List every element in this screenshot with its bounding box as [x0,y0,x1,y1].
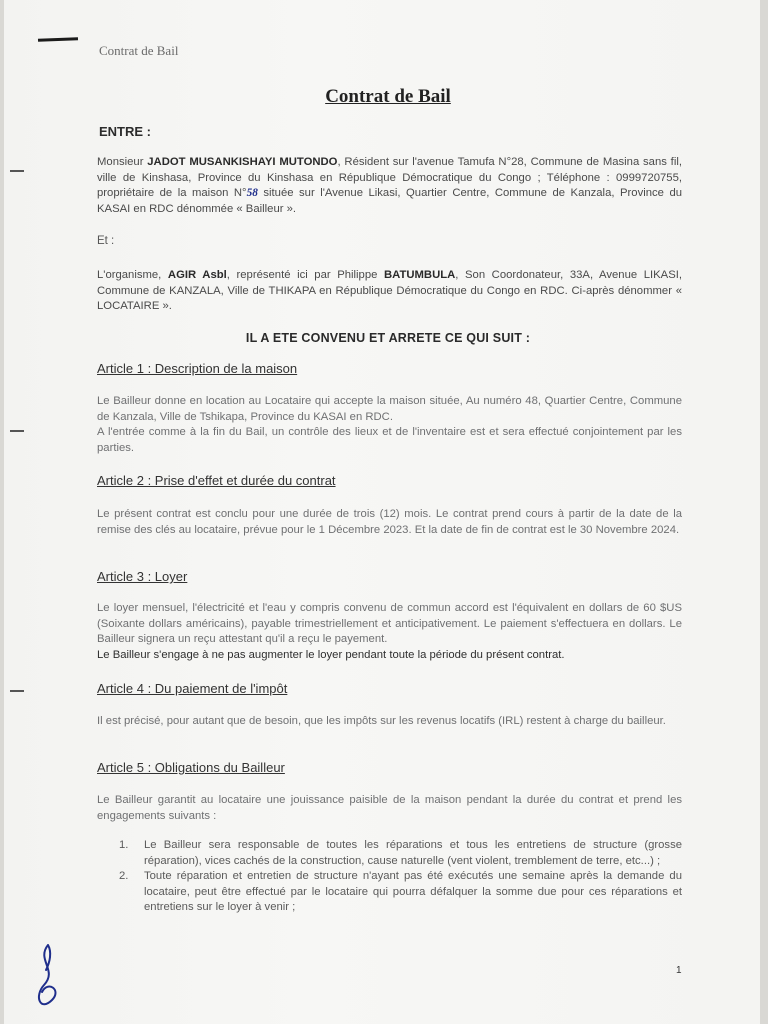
document-title: Contrat de Bail [325,86,451,107]
locataire-name: AGIR Asbl [167,269,227,281]
running-header: Contrat de Bail [99,43,179,58]
representative-name: BATUMBULA [383,269,456,281]
obligations-list [119,838,682,916]
article-5-heading: Article 5 : Obligations du Bailleur [97,760,285,775]
article-4-heading: Article 4 : Du paiement de l'impôt [97,681,288,696]
margin-mark [10,690,24,692]
article-3-text: Le loyer mensuel, l'électricité et l'eau y compris convenu de commun accord est l'équivalent en dollars de 60 $US (Soixante dollars américains), payable trimestriellement et anticipativement. Le paiement s'effectuera en dollars. Le Bailleur signera un reçu attestant qu'il a reçu le payement. Le Bailleur s'engage à ne pas augmenter le loyer pendant toute la période du présent contrat. [97,602,682,661]
article-2-text: Le présent contrat est conclu pour une durée de trois (12) mois. Le contrat prend cours à partir de la date de la remise des clés au locataire, prévue pour le 1 Décembre 2023. Et la date de fin de contrat est le 30 Novembre 2024. [97,508,682,536]
margin-mark [10,430,24,432]
handwritten-house-number: 58 [246,187,258,200]
document-page [4,0,760,1024]
et-label: Et : [97,235,115,247]
article-1-text: Le Bailleur donne en location au Locataire qui accepte la maison située, Au numéro 48, Quartier Centre, Commune de Kanzala, Ville de Tshikapa, Province du KASAI en RDC. A l'entrée comme à la fin du Bail, un contrôle des lieux et de l'inventaire est et sera effectué conjointement par les parties. [97,395,682,454]
pen-mark [38,37,78,41]
convenu-heading: IL A ETE CONVENU ET ARRETE CE QUI SUIT : [245,331,531,345]
bailleur-paragraph: Monsieur JADOT MUSANKISHAYI MUTONDO, Résident sur l'avenue Tamufa N°28, Commune de Masina sans fil, ville de Kinshasa, Province du Kinshasa en République Démocratique du Congo ; Téléphone : 0999720755, propriétaire de la maison N°58 située sur l'Avenue Likasi, Quartier Centre, Commune de Kanzala, Province du KASAI en RDC dénommée « Bailleur ». [97,156,683,215]
article-3-heading: Article 3 : Loyer [97,569,188,584]
article-5-intro: Le Bailleur garantit au locataire une jouissance paisible de la maison pendant la durée du contrat et prend les engagements suivants : [97,794,682,822]
margin-mark [10,170,24,172]
entre-label: ENTRE : [99,124,151,139]
article-2-heading: Article 2 : Prise d'effet et durée du contrat [97,473,336,488]
article-1-heading: Article 1 : Description de la maison [97,361,298,376]
list-item: 2. Toute réparation et entretien de structure n'ayant pas été exécutés une semaine après la demande du locataire, peut être effectué par le locataire qui pourra défalquer la somme due pour ces réparations et entretiens sur le loyer à venir ; [119,870,682,914]
bailleur-name: JADOT MUSANKISHAYI MUTONDO [147,156,338,168]
list-item: 1. Le Bailleur sera responsable de toutes les réparations et tous les entretiens de structure (grosse réparation), vices cachés de la construction, cause naturelle (vent violent, tremblement de terre, etc...) ; [119,839,682,867]
article-4-text: Il est précisé, pour autant que de besoin, que les impôts sur les revenus locatifs (IRL) restent à charge du bailleur. [97,715,666,727]
signature-mark [18,940,78,1020]
page-number: 1 [676,965,682,976]
locataire-paragraph: L'organisme, AGIR Asbl, représenté ici par Philippe BATUMBULA, Son Coordonateur, 33A, Avenue LIKASI, Commune de KANZALA, Ville de THIKAPA en République Démocratique du Congo en RDC. Ci-après dénommer « LOCATAIRE ». [97,269,683,313]
